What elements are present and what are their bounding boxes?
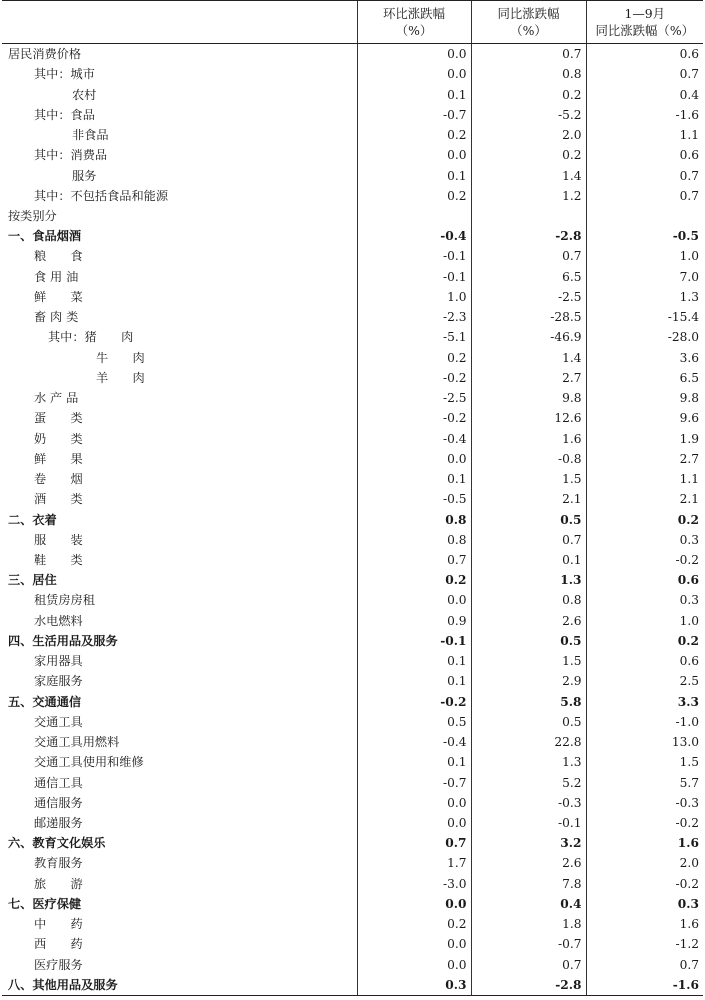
ytd-change-value: -15.4 <box>586 307 703 327</box>
mom-change-value: -0.1 <box>357 246 471 266</box>
table-row <box>2 408 703 428</box>
row-category-cell <box>2 530 357 550</box>
table-row <box>2 206 703 226</box>
mom-change-value: 1.0 <box>357 287 471 307</box>
yoy-change-value: -5.2 <box>471 105 586 125</box>
mom-change-value: 0.2 <box>357 348 471 368</box>
ytd-change-value: 1.9 <box>586 428 703 448</box>
row-category-cell <box>2 611 357 631</box>
mom-change-value: 0.0 <box>357 793 471 813</box>
ytd-change-value: -1.2 <box>586 934 703 954</box>
ytd-change-value: -0.2 <box>586 813 703 833</box>
mom-change-value: 0.0 <box>357 934 471 954</box>
mom-change-value: 0.2 <box>357 914 471 934</box>
yoy-change-value: -0.3 <box>471 793 586 813</box>
ytd-change-value: 9.8 <box>586 388 703 408</box>
row-category-cell <box>2 388 357 408</box>
category-label: 按类别分 <box>8 208 57 223</box>
ytd-change-value: 5.7 <box>586 772 703 792</box>
mom-change-value: -0.4 <box>357 226 471 246</box>
row-category-cell <box>2 550 357 570</box>
row-category-cell <box>2 105 357 125</box>
category-label: 通信工具 <box>34 775 83 790</box>
table-row <box>2 590 703 610</box>
row-category-cell <box>2 975 357 996</box>
row-category-cell <box>2 590 357 610</box>
category-label: 租赁房房租 <box>34 593 95 608</box>
table-row <box>2 671 703 691</box>
row-category-cell <box>2 469 357 489</box>
ytd-change-value: 0.3 <box>586 530 703 550</box>
ytd-change-value: 0.7 <box>586 64 703 84</box>
table-row <box>2 449 703 469</box>
yoy-change-value: 6.5 <box>471 267 586 287</box>
ytd-change-value: 13.0 <box>586 732 703 752</box>
row-category-cell <box>2 509 357 529</box>
yoy-change-value: 0.7 <box>471 955 586 975</box>
table-row <box>2 348 703 368</box>
table-row <box>2 712 703 732</box>
category-label: 农村 <box>72 87 97 102</box>
category-label: 邮递服务 <box>34 816 83 831</box>
row-category-cell <box>2 651 357 671</box>
table-row <box>2 975 703 996</box>
mom-change-value: 0.0 <box>357 590 471 610</box>
row-category-cell <box>2 428 357 448</box>
ytd-change-value: 1.0 <box>586 246 703 266</box>
ytd-change-value <box>586 206 703 226</box>
price-index-table <box>2 0 703 996</box>
ytd-change-value: 2.5 <box>586 671 703 691</box>
ytd-change-value: 0.7 <box>586 186 703 206</box>
yoy-change-value: 0.7 <box>471 44 586 65</box>
ytd-change-value: -0.2 <box>586 874 703 894</box>
mom-change-value: -0.2 <box>357 408 471 428</box>
mom-change-value <box>357 206 471 226</box>
row-category-cell <box>2 44 357 65</box>
header-row <box>2 1 703 44</box>
yoy-change-value: -0.1 <box>471 813 586 833</box>
row-category-cell <box>2 813 357 833</box>
table-row <box>2 550 703 570</box>
yoy-change-value: 0.5 <box>471 631 586 651</box>
mom-change-value: -2.3 <box>357 307 471 327</box>
table-row <box>2 793 703 813</box>
mom-change-value: -3.0 <box>357 874 471 894</box>
table-row <box>2 874 703 894</box>
mom-change-value: -0.7 <box>357 772 471 792</box>
category-label: 通信服务 <box>34 795 83 810</box>
yoy-change-value: 0.2 <box>471 84 586 104</box>
row-category-cell <box>2 226 357 246</box>
ytd-change-value: -1.6 <box>586 105 703 125</box>
category-label: 一、食品烟酒 <box>8 229 82 244</box>
row-category-cell <box>2 671 357 691</box>
yoy-change-value: 0.4 <box>471 894 586 914</box>
table-row <box>2 651 703 671</box>
mom-change-value: 0.2 <box>357 570 471 590</box>
ytd-change-value: 1.3 <box>586 287 703 307</box>
mom-change-value: -0.4 <box>357 732 471 752</box>
ytd-change-value: 0.6 <box>586 145 703 165</box>
row-category-cell <box>2 64 357 84</box>
yoy-change-value: 0.8 <box>471 64 586 84</box>
ytd-change-value: 0.6 <box>586 651 703 671</box>
category-label: 水电燃料 <box>34 613 83 628</box>
category-label: 鲜 菜 <box>34 289 83 304</box>
yoy-change-value: 1.2 <box>471 186 586 206</box>
table-row <box>2 267 703 287</box>
row-category-cell <box>2 874 357 894</box>
yoy-change-value: 0.5 <box>471 509 586 529</box>
category-label: 鲜 果 <box>34 451 83 466</box>
row-category-cell <box>2 914 357 934</box>
ytd-change-value: -1.6 <box>586 975 703 996</box>
row-category-cell <box>2 752 357 772</box>
ytd-change-value: 3.3 <box>586 692 703 712</box>
yoy-change-value: 1.4 <box>471 165 586 185</box>
category-label: 畜 肉 类 <box>34 310 79 325</box>
category-label: 非食品 <box>72 128 109 143</box>
table-row <box>2 611 703 631</box>
table-row <box>2 226 703 246</box>
row-category-cell <box>2 206 357 226</box>
mom-change-value: -0.5 <box>357 489 471 509</box>
header-mom-unit: （%） <box>395 23 433 38</box>
table-row <box>2 368 703 388</box>
ytd-change-value: 0.7 <box>586 165 703 185</box>
row-category-cell <box>2 125 357 145</box>
mom-change-value: -0.2 <box>357 368 471 388</box>
table-row <box>2 509 703 529</box>
category-label: 居民消费价格 <box>8 47 82 62</box>
yoy-change-value: -2.8 <box>471 975 586 996</box>
row-category-cell <box>2 368 357 388</box>
row-category-cell <box>2 246 357 266</box>
ytd-change-value: 1.6 <box>586 914 703 934</box>
yoy-change-value: -46.9 <box>471 327 586 347</box>
row-category-cell <box>2 955 357 975</box>
yoy-change-value: 9.8 <box>471 388 586 408</box>
table-row <box>2 813 703 833</box>
category-label: 卷 烟 <box>34 472 83 487</box>
table-row <box>2 327 703 347</box>
yoy-change-value: 2.1 <box>471 489 586 509</box>
yoy-change-value: 3.2 <box>471 833 586 853</box>
row-category-cell <box>2 692 357 712</box>
yoy-change-value: 0.5 <box>471 712 586 732</box>
category-label: 医疗服务 <box>34 957 83 972</box>
table-row <box>2 64 703 84</box>
yoy-change-value: 2.7 <box>471 368 586 388</box>
category-label: 牛 肉 <box>96 350 145 365</box>
yoy-change-value: 1.3 <box>471 570 586 590</box>
yoy-change-value: 1.4 <box>471 348 586 368</box>
category-label: 三、居住 <box>8 573 57 588</box>
category-label: 交通工具用燃料 <box>34 735 120 750</box>
category-label: 水 产 品 <box>34 391 79 406</box>
category-label: 七、医疗保健 <box>8 896 82 911</box>
ytd-change-value: 1.0 <box>586 611 703 631</box>
mom-change-value: -0.2 <box>357 692 471 712</box>
ytd-change-value: 1.6 <box>586 833 703 853</box>
mom-change-value: 0.1 <box>357 469 471 489</box>
category-label: 教育服务 <box>34 856 83 871</box>
yoy-change-value: -2.8 <box>471 226 586 246</box>
yoy-change-value: 0.1 <box>471 550 586 570</box>
table-row <box>2 489 703 509</box>
yoy-change-value: 7.8 <box>471 874 586 894</box>
category-label: 交通工具 <box>34 714 83 729</box>
row-category-cell <box>2 186 357 206</box>
ytd-change-value: -0.2 <box>586 550 703 570</box>
table-body <box>2 44 703 996</box>
mom-change-value: 0.2 <box>357 186 471 206</box>
ytd-change-value: -0.5 <box>586 226 703 246</box>
category-label: 酒 类 <box>34 492 83 507</box>
table-row <box>2 469 703 489</box>
ytd-change-value: -0.3 <box>586 793 703 813</box>
table-row <box>2 934 703 954</box>
yoy-change-value: 2.6 <box>471 611 586 631</box>
header-yoy-unit: （%） <box>510 23 547 38</box>
mom-change-value: 0.1 <box>357 84 471 104</box>
yoy-change-value: 5.8 <box>471 692 586 712</box>
table-row <box>2 84 703 104</box>
category-label: 西 药 <box>34 937 83 952</box>
header-category-blank <box>2 1 357 44</box>
ytd-change-value: 0.6 <box>586 570 703 590</box>
category-label: 二、衣着 <box>8 512 57 527</box>
mom-change-value: 0.0 <box>357 813 471 833</box>
table-row <box>2 914 703 934</box>
mom-change-value: 0.3 <box>357 975 471 996</box>
category-label: 八、其他用品及服务 <box>8 977 118 992</box>
ytd-change-value: 0.2 <box>586 631 703 651</box>
category-label: 交通工具使用和维修 <box>34 755 144 770</box>
header-mom-title: 环比涨跌幅 <box>383 6 445 21</box>
row-category-cell <box>2 894 357 914</box>
category-label: 其中：城市 <box>34 67 95 82</box>
row-category-cell <box>2 408 357 428</box>
table-row <box>2 772 703 792</box>
yoy-change-value: -0.7 <box>471 934 586 954</box>
yoy-change-value: -28.5 <box>471 307 586 327</box>
category-label: 其中：消费品 <box>34 148 108 163</box>
header-ytd-title: 同比涨跌幅（%） <box>595 23 694 38</box>
category-label: 旅 游 <box>34 876 83 891</box>
mom-change-value: 0.7 <box>357 550 471 570</box>
table-row <box>2 692 703 712</box>
row-category-cell <box>2 631 357 651</box>
table-row <box>2 894 703 914</box>
category-label: 四、生活用品及服务 <box>8 633 118 648</box>
ytd-change-value: 1.1 <box>586 125 703 145</box>
row-category-cell <box>2 287 357 307</box>
ytd-change-value: 0.4 <box>586 84 703 104</box>
row-category-cell <box>2 712 357 732</box>
mom-change-value: -0.1 <box>357 267 471 287</box>
mom-change-value: 0.9 <box>357 611 471 631</box>
ytd-change-value: 3.6 <box>586 348 703 368</box>
yoy-change-value: -0.8 <box>471 449 586 469</box>
row-category-cell <box>2 348 357 368</box>
table-row <box>2 388 703 408</box>
row-category-cell <box>2 449 357 469</box>
ytd-change-value: 1.5 <box>586 752 703 772</box>
category-label: 鞋 类 <box>34 552 83 567</box>
row-category-cell <box>2 732 357 752</box>
row-category-cell <box>2 267 357 287</box>
table-row <box>2 44 703 65</box>
table-row <box>2 428 703 448</box>
yoy-change-value: 1.3 <box>471 752 586 772</box>
table-row <box>2 752 703 772</box>
category-label: 家用器具 <box>34 654 83 669</box>
mom-change-value: 0.1 <box>357 651 471 671</box>
mom-change-value: 0.0 <box>357 449 471 469</box>
yoy-change-value: 2.6 <box>471 853 586 873</box>
mom-change-value: 0.0 <box>357 145 471 165</box>
table-row <box>2 186 703 206</box>
row-category-cell <box>2 772 357 792</box>
mom-change-value: 0.1 <box>357 752 471 772</box>
table-row <box>2 955 703 975</box>
ytd-change-value: 0.2 <box>586 509 703 529</box>
category-label: 羊 肉 <box>96 370 145 385</box>
table-header <box>2 1 703 44</box>
row-category-cell <box>2 853 357 873</box>
category-label: 家庭服务 <box>34 674 83 689</box>
category-label: 其中：猪 肉 <box>48 330 134 345</box>
category-label: 粮 食 <box>34 249 83 264</box>
category-label: 中 药 <box>34 917 83 932</box>
ytd-change-value: 7.0 <box>586 267 703 287</box>
yoy-change-value: 1.6 <box>471 428 586 448</box>
mom-change-value: 0.0 <box>357 44 471 65</box>
mom-change-value: 0.0 <box>357 894 471 914</box>
table-row <box>2 125 703 145</box>
category-label: 其中：不包括食品和能源 <box>34 188 169 203</box>
row-category-cell <box>2 165 357 185</box>
ytd-change-value: 1.1 <box>586 469 703 489</box>
row-category-cell <box>2 793 357 813</box>
ytd-change-value: -28.0 <box>586 327 703 347</box>
table-row <box>2 833 703 853</box>
yoy-change-value: 2.0 <box>471 125 586 145</box>
yoy-change-value: 0.2 <box>471 145 586 165</box>
mom-change-value: 0.7 <box>357 833 471 853</box>
category-label: 奶 类 <box>34 431 83 446</box>
mom-change-value: 1.7 <box>357 853 471 873</box>
table-row <box>2 853 703 873</box>
table-row <box>2 246 703 266</box>
yoy-change-value <box>471 206 586 226</box>
mom-change-value: -2.5 <box>357 388 471 408</box>
table-row <box>2 105 703 125</box>
mom-change-value: 0.5 <box>357 712 471 732</box>
mom-change-value: 0.0 <box>357 64 471 84</box>
category-label: 服务 <box>72 168 97 183</box>
header-yoy-change <box>471 1 586 44</box>
category-label: 五、交通通信 <box>8 694 82 709</box>
row-category-cell <box>2 570 357 590</box>
mom-change-value: 0.1 <box>357 165 471 185</box>
table-row <box>2 165 703 185</box>
ytd-change-value: 2.7 <box>586 449 703 469</box>
table-row <box>2 530 703 550</box>
mom-change-value: 0.1 <box>357 671 471 691</box>
yoy-change-value: 0.7 <box>471 530 586 550</box>
ytd-change-value: 0.3 <box>586 894 703 914</box>
yoy-change-value: 1.8 <box>471 914 586 934</box>
mom-change-value: -0.1 <box>357 631 471 651</box>
row-category-cell <box>2 327 357 347</box>
mom-change-value: -5.1 <box>357 327 471 347</box>
header-ytd-change <box>586 1 703 44</box>
mom-change-value: -0.4 <box>357 428 471 448</box>
ytd-change-value: 0.6 <box>586 44 703 65</box>
yoy-change-value: 2.9 <box>471 671 586 691</box>
ytd-change-value: 2.0 <box>586 853 703 873</box>
row-category-cell <box>2 145 357 165</box>
mom-change-value: 0.8 <box>357 530 471 550</box>
yoy-change-value: -2.5 <box>471 287 586 307</box>
table-row <box>2 287 703 307</box>
ytd-change-value: 6.5 <box>586 368 703 388</box>
header-mom-change <box>357 1 471 44</box>
mom-change-value: 0.2 <box>357 125 471 145</box>
table-row <box>2 732 703 752</box>
row-category-cell <box>2 84 357 104</box>
row-category-cell <box>2 307 357 327</box>
table-row <box>2 570 703 590</box>
ytd-change-value: 0.7 <box>586 955 703 975</box>
row-category-cell <box>2 489 357 509</box>
category-label: 蛋 类 <box>34 411 83 426</box>
ytd-change-value: 2.1 <box>586 489 703 509</box>
yoy-change-value: 22.8 <box>471 732 586 752</box>
ytd-change-value: 0.3 <box>586 590 703 610</box>
header-yoy-title: 同比涨跌幅 <box>497 6 560 21</box>
yoy-change-value: 5.2 <box>471 772 586 792</box>
category-label: 食 用 油 <box>34 269 79 284</box>
table-row <box>2 631 703 651</box>
yoy-change-value: 12.6 <box>471 408 586 428</box>
table-row <box>2 145 703 165</box>
mom-change-value: -0.7 <box>357 105 471 125</box>
ytd-change-value: 9.6 <box>586 408 703 428</box>
category-label: 服 装 <box>34 532 83 547</box>
mom-change-value: 0.8 <box>357 509 471 529</box>
header-ytd-period: 1—9月 <box>624 6 666 21</box>
row-category-cell <box>2 934 357 954</box>
table-row <box>2 307 703 327</box>
category-label: 其中：食品 <box>34 107 95 122</box>
mom-change-value: 0.0 <box>357 955 471 975</box>
yoy-change-value: 0.7 <box>471 246 586 266</box>
row-category-cell <box>2 833 357 853</box>
yoy-change-value: 0.8 <box>471 590 586 610</box>
category-label: 六、教育文化娱乐 <box>8 836 106 851</box>
yoy-change-value: 1.5 <box>471 651 586 671</box>
ytd-change-value: -1.0 <box>586 712 703 732</box>
yoy-change-value: 1.5 <box>471 469 586 489</box>
